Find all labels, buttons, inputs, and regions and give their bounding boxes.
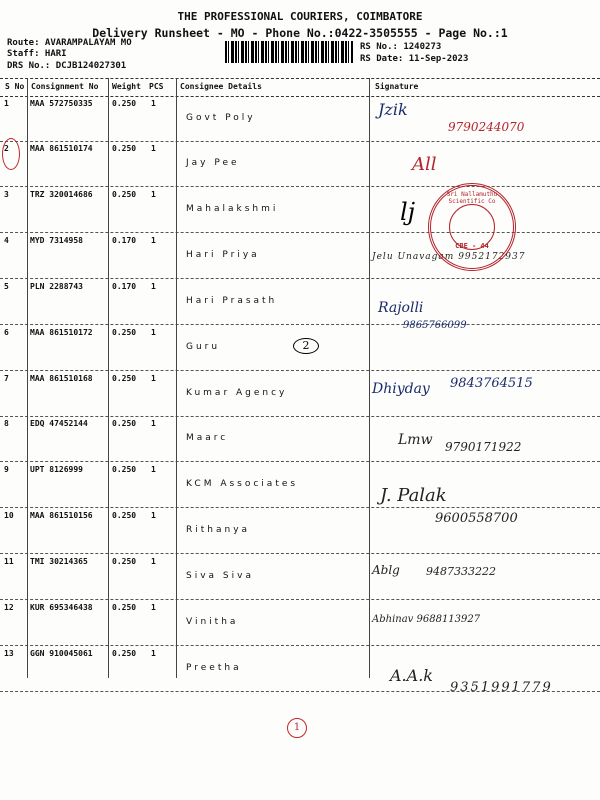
col-sno: S No <box>5 82 25 91</box>
weight-value: 0.250 <box>112 511 137 520</box>
table-row <box>0 599 600 646</box>
table-row <box>0 415 600 462</box>
consignment-number: MAA 861510168 <box>30 374 93 383</box>
guru-mark: 2 <box>293 338 319 354</box>
red-circle-mark <box>2 138 20 170</box>
consignment-number: KUR 695346438 <box>30 603 93 612</box>
serial-number: 9 <box>4 465 9 474</box>
pcs-value: 1 <box>151 649 156 658</box>
col-weight: Weight <box>112 82 141 91</box>
weight-value: 0.250 <box>112 557 137 566</box>
table-row <box>0 95 600 142</box>
table-row <box>0 140 600 187</box>
staff-label: Staff: HARI <box>7 49 67 59</box>
weight-value: 0.250 <box>112 603 137 612</box>
stamp-text: Sri Nallamuthu Scientific Co <box>446 191 498 205</box>
serial-number: 5 <box>4 282 9 291</box>
serial-number: 10 <box>4 511 14 520</box>
weight-value: 0.250 <box>112 419 137 428</box>
weight-value: 0.250 <box>112 374 137 383</box>
serial-number: 4 <box>4 236 9 245</box>
pcs-value: 1 <box>151 282 156 291</box>
pcs-value: 1 <box>151 465 156 474</box>
weight-value: 0.170 <box>112 236 137 245</box>
consignee-name: Maarc <box>186 433 229 443</box>
consignee-name: Govt Poly <box>186 113 256 123</box>
pcs-value: 1 <box>151 603 156 612</box>
signature-scribble: Ablg <box>372 563 400 577</box>
pcs-value: 1 <box>151 190 156 199</box>
sig-phone-7: 9843764515 <box>450 376 533 391</box>
serial-number: 7 <box>4 374 9 383</box>
pcs-value: 1 <box>151 557 156 566</box>
consignment-number: GGN 910045061 <box>30 649 93 658</box>
col-signature: Signature <box>375 82 419 91</box>
consignee-name: Mahalakshmi <box>186 204 279 214</box>
pcs-value: 1 <box>151 511 156 520</box>
consignee-name: Kumar Agency <box>186 388 288 398</box>
consignment-number: MAA 861510156 <box>30 511 93 520</box>
consignment-number: MAA 572750335 <box>30 99 93 108</box>
col-divider <box>108 78 109 678</box>
sig-phone-10: 9600558700 <box>435 511 518 526</box>
barcode <box>225 41 353 63</box>
signature-scribble: Rajolli <box>378 300 424 316</box>
serial-number: 8 <box>4 419 9 428</box>
consignment-number: MYD 7314958 <box>30 236 83 245</box>
consignee-name: Jay Pee <box>186 158 240 168</box>
weight-value: 0.250 <box>112 190 137 199</box>
table-row <box>0 461 600 508</box>
consignment-number: MAA 861510172 <box>30 328 93 337</box>
sig-phone-11: 9487333222 <box>426 565 496 578</box>
consignment-number: EDQ 47452144 <box>30 419 88 428</box>
sig-phone-5: 9865766099 <box>403 320 467 331</box>
pcs-value: 1 <box>151 419 156 428</box>
sig-phone-13: 9351991779 <box>450 680 553 695</box>
sig-phone-12: Abhinav 9688113927 <box>372 614 481 625</box>
consignment-number: TRZ 320014686 <box>30 190 93 199</box>
rs-number: RS No.: 1240273 <box>360 42 442 52</box>
signature-scribble: Jzik <box>378 100 408 119</box>
serial-number: 12 <box>4 603 14 612</box>
rs-date: RS Date: 11-Sep-2023 <box>360 54 469 64</box>
col-consignment: Consignment No <box>31 82 99 91</box>
serial-number: 2 <box>4 144 9 153</box>
drs-label: DRS No.: DCJB124027301 <box>7 61 127 71</box>
serial-number: 3 <box>4 190 9 199</box>
serial-number: 11 <box>4 557 14 566</box>
consignment-number: UPT 8126999 <box>30 465 83 474</box>
col-pcs: PCS <box>149 82 164 91</box>
consignee-name: Siva Siva <box>186 571 254 581</box>
pcs-value: 1 <box>151 144 156 153</box>
consignee-name: Hari Priya <box>186 250 260 260</box>
sig-phone-2: All <box>412 154 437 175</box>
sig-phone-8: 9790171922 <box>445 440 522 454</box>
stamp-city: CBE - 44 <box>455 242 489 250</box>
serial-number: 1 <box>4 99 9 108</box>
sig-phone-4: Jelu Unavagam 9952172937 <box>372 252 526 262</box>
pcs-value: 1 <box>151 236 156 245</box>
consignment-number: TMI 30214365 <box>30 557 88 566</box>
pcs-value: 1 <box>151 328 156 337</box>
consignment-number: MAA 861510174 <box>30 144 93 153</box>
consignment-number: PLN 2288743 <box>30 282 83 291</box>
signature-scribble: lj <box>400 198 416 226</box>
signature-scribble: J. Palak <box>380 485 447 506</box>
signature-scribble: Lmw <box>398 432 433 448</box>
table-row <box>0 278 600 325</box>
signature-scribble: A.A.k <box>390 666 433 685</box>
serial-number: 6 <box>4 328 9 337</box>
consignee-name: Guru <box>186 342 221 352</box>
route-label: Route: AVARAMPALAYAM MO <box>7 38 132 48</box>
consignee-name: KCM Associates <box>186 479 299 489</box>
pcs-value: 1 <box>151 374 156 383</box>
pcs-value: 1 <box>151 99 156 108</box>
weight-value: 0.170 <box>112 282 137 291</box>
serial-number: 13 <box>4 649 14 658</box>
page-mark: 1 <box>287 718 307 738</box>
weight-value: 0.250 <box>112 465 137 474</box>
consignee-name: Rithanya <box>186 525 251 535</box>
col-divider <box>176 78 177 678</box>
sig-phone-1: 9790244070 <box>448 120 525 134</box>
weight-value: 0.250 <box>112 99 137 108</box>
consignee-name: Hari Prasath <box>186 296 278 306</box>
consignee-name: Vinitha <box>186 617 239 627</box>
weight-value: 0.250 <box>112 649 137 658</box>
signature-scribble: Dhiyday <box>372 381 430 397</box>
company-stamp <box>428 183 516 271</box>
col-consignee: Consignee Details <box>180 82 262 91</box>
runsheet-title: Delivery Runsheet - MO - Phone No.:0422-3505555 - Page No.:1 <box>92 26 508 40</box>
company-title: THE PROFESSIONAL COURIERS, COIMBATORE <box>177 10 423 23</box>
weight-value: 0.250 <box>112 144 137 153</box>
table-row <box>0 553 600 600</box>
weight-value: 0.250 <box>112 328 137 337</box>
col-divider <box>369 78 370 678</box>
col-divider <box>27 78 28 678</box>
consignee-name: Preetha <box>186 663 242 673</box>
